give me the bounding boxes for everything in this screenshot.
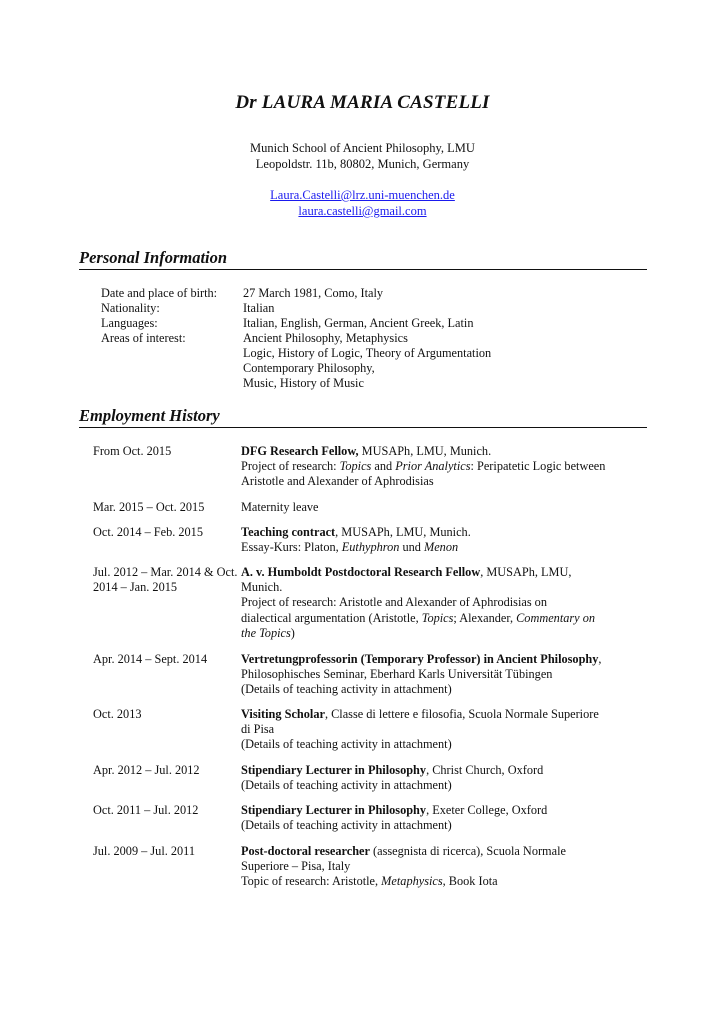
entry-line xyxy=(241,444,636,459)
employment-entry xyxy=(241,652,636,698)
cv-name-title: Dr LAURA MARIA CASTELLI xyxy=(235,92,490,113)
section-title-personal: Personal Information xyxy=(79,248,228,267)
entry-text: (assegnista di ricerca), Scuola Normale xyxy=(369,844,566,858)
employment-entry xyxy=(241,707,636,753)
position-title: Post-doctoral researcher xyxy=(241,844,370,858)
entry-line xyxy=(241,763,636,778)
work-title: Topics xyxy=(339,459,372,474)
entry-text: , MUSAPh, LMU, xyxy=(480,565,572,579)
email-link-primary[interactable]: Laura.Castelli@lrz.uni-muenchen.de xyxy=(270,188,455,202)
position-title: Teaching contract xyxy=(241,525,336,539)
employment-entry xyxy=(241,763,636,793)
employment-entry xyxy=(241,500,636,515)
date-line: Apr. 2012 – Jul. 2012 xyxy=(93,763,200,777)
position-title: Stipendiary Lecturer in Philosophy xyxy=(241,803,427,817)
date-line: Jul. 2009 – Jul. 2011 xyxy=(93,844,196,858)
entry-line: (Details of teaching activity in attachment) xyxy=(241,818,452,833)
interest-item: Music, History of Music xyxy=(243,376,364,390)
languages-label: Languages: xyxy=(101,316,158,330)
entry-line: Aristotle and Alexander of Aphrodisias xyxy=(241,474,434,489)
date-line: Oct. 2011 – Jul. 2012 xyxy=(93,803,199,817)
interest-item: Ancient Philosophy, Metaphysics xyxy=(243,331,408,345)
position-title: Vertretungprofessorin (Temporary Professor) in Ancient Philosophy xyxy=(241,652,599,666)
interest-item: Contemporary Philosophy, xyxy=(243,361,375,375)
entry-text: dialectical argumentation (Aristotle, xyxy=(241,610,422,625)
entry-line xyxy=(241,565,636,580)
entry-line xyxy=(241,652,636,667)
entry-line xyxy=(241,874,636,889)
entry-text: : Peripatetic Logic between xyxy=(470,459,606,474)
employment-date xyxy=(93,444,238,459)
entry-line: di Pisa xyxy=(241,722,275,737)
entry-line: Project of research: Aristotle and Alexander of Aphrodisias on xyxy=(241,595,547,610)
birth-value: 27 March 1981, Como, Italy xyxy=(243,286,384,300)
date-line: Mar. 2015 – Oct. 2015 xyxy=(93,500,205,514)
section-title-employment: Employment History xyxy=(79,406,220,425)
entry-line xyxy=(241,525,636,540)
entry-text: , Exeter College, Oxford xyxy=(426,803,548,817)
entry-text: MUSAPh, LMU, Munich. xyxy=(358,444,492,458)
date-line: Oct. 2014 – Feb. 2015 xyxy=(93,525,203,539)
entry-line xyxy=(241,540,636,555)
entry-text: , MUSAPh, LMU, Munich. xyxy=(335,525,471,539)
employment-date xyxy=(93,525,238,540)
email-link-secondary[interactable]: laura.castelli@gmail.com xyxy=(298,204,427,218)
entry-text: Topic of research: Aristotle, xyxy=(241,874,382,889)
date-line: Apr. 2014 – Sept. 2014 xyxy=(93,652,208,666)
employment-entry xyxy=(241,444,636,490)
entry-text: , Book Iota xyxy=(442,874,498,889)
languages-value: Italian, English, German, Ancient Greek, Latin xyxy=(243,316,474,330)
entry-text: und xyxy=(399,540,424,555)
date-line: From Oct. 2015 xyxy=(93,444,172,458)
work-title: Metaphysics xyxy=(381,874,443,889)
email-line-2 xyxy=(0,204,725,219)
work-title: Prior Analytics xyxy=(395,459,471,474)
work-title: the Topics xyxy=(241,625,291,640)
employment-date xyxy=(93,803,238,818)
interest-item: Logic, History of Logic, Theory of Argumentation xyxy=(243,346,492,360)
position-title: A. v. Humboldt Postdoctoral Research Fellow xyxy=(241,565,481,579)
entry-text: Project of research: xyxy=(241,459,340,474)
date-line: Oct. 2013 xyxy=(93,707,142,721)
employment-date xyxy=(93,652,238,667)
employment-date xyxy=(93,763,238,778)
interests-label: Areas of interest: xyxy=(101,331,186,345)
employment-entry xyxy=(241,525,636,555)
nationality-value: Italian xyxy=(243,301,275,315)
email-line-1 xyxy=(0,188,725,203)
entry-line: Philosophisches Seminar, Eberhard Karls Universität Tübingen xyxy=(241,667,553,682)
employment-date xyxy=(93,500,238,515)
entry-line xyxy=(241,844,636,859)
employment-date xyxy=(93,707,238,722)
position-title: DFG Research Fellow, xyxy=(241,444,359,458)
entry-text: ) xyxy=(290,625,295,640)
work-title: Menon xyxy=(423,540,459,555)
entry-line: (Details of teaching activity in attachment) xyxy=(241,682,452,697)
entry-line xyxy=(241,626,636,641)
employment-entry xyxy=(241,844,636,890)
nationality-label: Nationality: xyxy=(101,301,160,315)
section-divider xyxy=(79,269,647,270)
date-line: Jul. 2012 – Mar. 2014 xyxy=(93,565,201,579)
entry-text: Essay-Kurs: Platon, xyxy=(241,540,342,555)
date-line: & Oct. 2014 – Jan. 2015 xyxy=(93,565,238,595)
section-divider xyxy=(79,427,647,428)
entry-line: Superiore – Pisa, Italy xyxy=(241,859,351,874)
entry-text: and xyxy=(371,459,396,474)
entry-line xyxy=(241,707,636,722)
entry-line: (Details of teaching activity in attachment) xyxy=(241,778,452,793)
employment-entry xyxy=(241,803,636,833)
entry-text: , xyxy=(598,652,602,666)
employment-entry xyxy=(241,565,636,641)
entry-text: , Classe di lettere e filosofia, Scuola Normale Superiore xyxy=(324,707,599,721)
employment-date xyxy=(93,844,238,859)
entry-text: ; Alexander, xyxy=(453,610,517,625)
entry-line xyxy=(241,459,636,474)
entry-text: , Christ Church, Oxford xyxy=(426,763,544,777)
entry-line xyxy=(241,803,636,818)
work-title: Euthyphron xyxy=(341,540,400,555)
entry-line xyxy=(241,611,636,626)
affiliation: Munich School of Ancient Philosophy, LMU xyxy=(250,141,475,155)
position-title: Stipendiary Lecturer in Philosophy xyxy=(241,763,427,777)
employment-date xyxy=(93,565,238,595)
position-title: Visiting Scholar xyxy=(241,707,325,721)
entry-line: Maternity leave xyxy=(241,500,319,514)
birth-label: Date and place of birth: xyxy=(101,286,218,300)
work-title: Commentary on xyxy=(516,610,596,625)
work-title: Topics xyxy=(421,610,454,625)
entry-line: Munich. xyxy=(241,580,283,595)
entry-line: (Details of teaching activity in attachment) xyxy=(241,737,452,752)
postal-address: Leopoldstr. 11b, 80802, Munich, Germany xyxy=(255,157,470,171)
